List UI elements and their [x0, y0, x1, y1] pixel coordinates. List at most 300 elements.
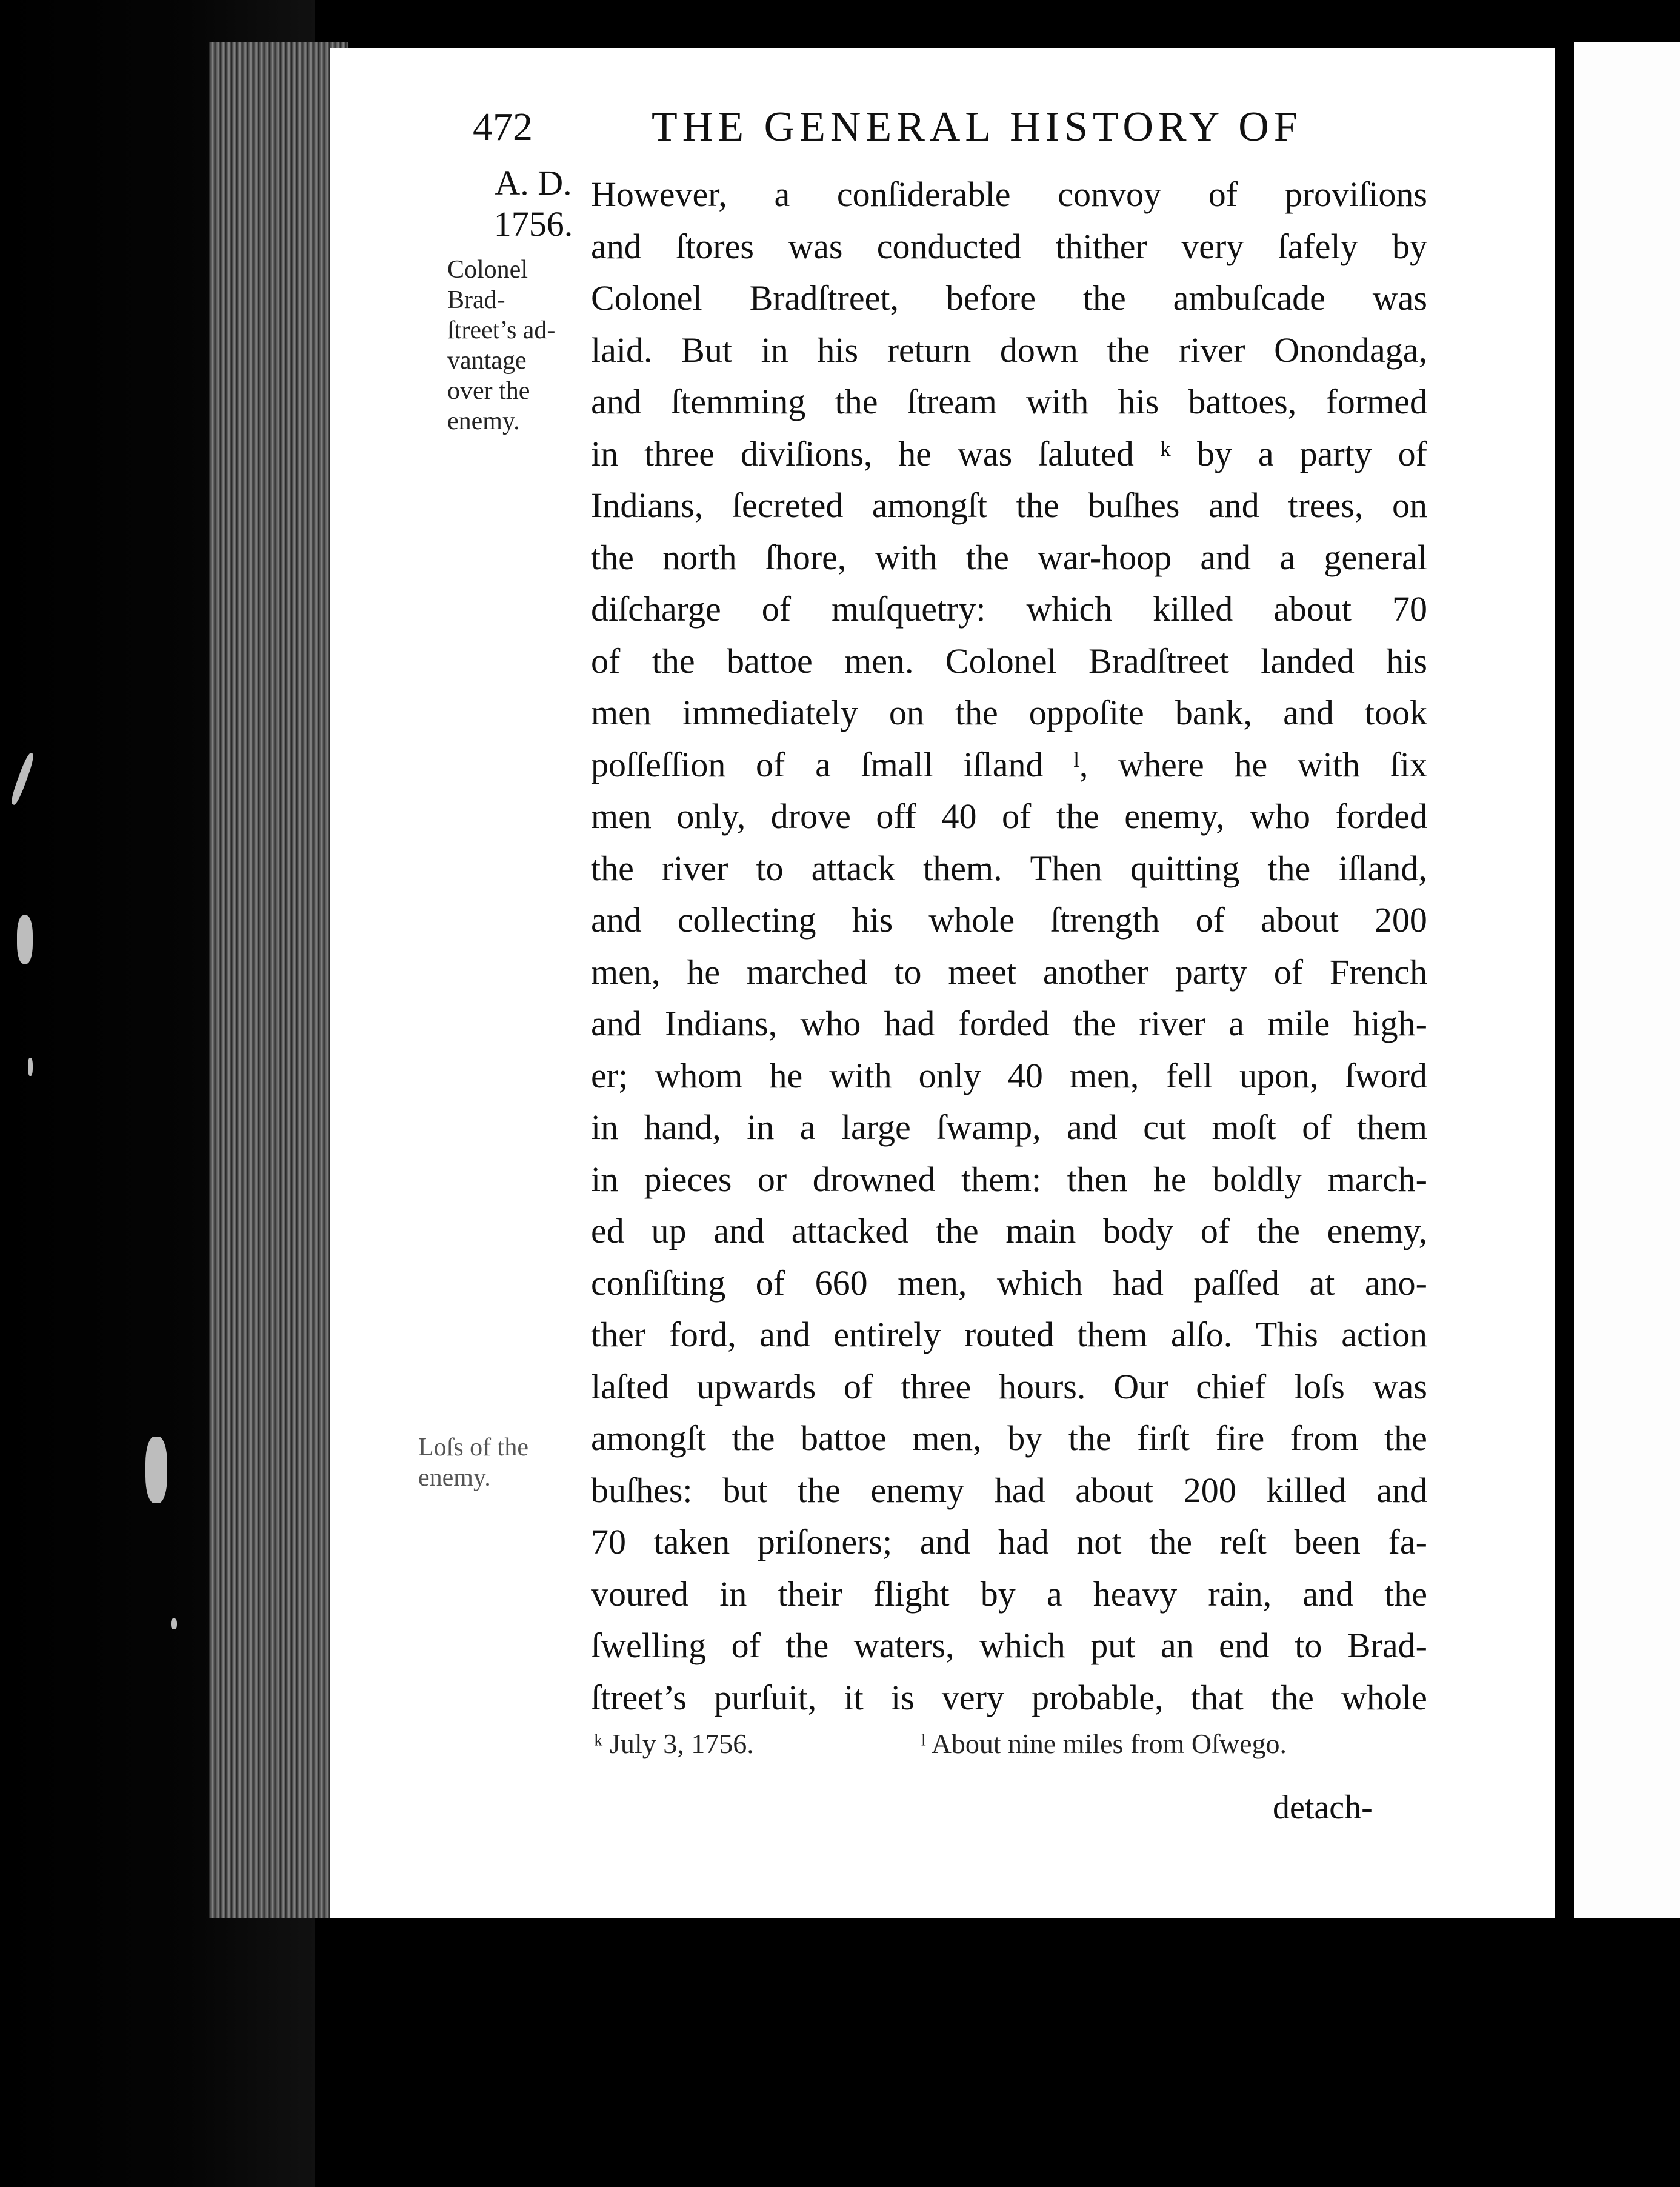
- word: men: [591, 693, 652, 732]
- word: Then: [1030, 848, 1102, 888]
- word: meet: [948, 952, 1017, 992]
- word: paſſed: [1193, 1263, 1280, 1303]
- word: the: [798, 1470, 841, 1510]
- word: in: [591, 1159, 619, 1199]
- word: his: [1118, 382, 1159, 421]
- word: ano-: [1364, 1263, 1427, 1303]
- word: whom: [655, 1055, 743, 1095]
- scan-speck: [17, 915, 33, 964]
- word: a: [1228, 1004, 1244, 1043]
- word: flight: [873, 1574, 950, 1614]
- word: war-hoop: [1038, 537, 1172, 577]
- sidenote-line: Loſs of the: [418, 1434, 528, 1461]
- word: marched: [746, 952, 868, 992]
- word: drove: [770, 796, 851, 836]
- word: to: [894, 952, 922, 992]
- word: Onondaga,: [1274, 330, 1427, 370]
- word: men: [591, 796, 652, 836]
- word: Our: [1113, 1366, 1168, 1406]
- word: buſhes:: [591, 1470, 693, 1510]
- word: collecting: [677, 900, 816, 940]
- word: 70: [1392, 589, 1427, 629]
- word: whole: [928, 900, 1015, 940]
- text-line: [591, 790, 1427, 843]
- margin-year: [479, 162, 588, 245]
- word: a: [1279, 537, 1296, 577]
- word: his: [852, 900, 893, 940]
- word: on: [1392, 486, 1427, 525]
- word: ˡ,: [1073, 744, 1088, 784]
- text-line: [591, 1361, 1427, 1413]
- word: where: [1118, 744, 1204, 784]
- word: body: [1103, 1211, 1174, 1250]
- scan-speck: [171, 1618, 177, 1629]
- word: by: [980, 1574, 1016, 1614]
- word: and: [1200, 537, 1252, 577]
- word: party: [1299, 433, 1372, 473]
- word: which: [979, 1626, 1065, 1665]
- word: he: [769, 1055, 803, 1095]
- word: at: [1309, 1263, 1335, 1303]
- word: of: [844, 1366, 873, 1406]
- word: of: [1195, 900, 1225, 940]
- word: not: [1076, 1522, 1122, 1561]
- word: the: [1068, 1418, 1112, 1458]
- word: ſecreted: [732, 486, 844, 525]
- word: ſaluted: [1038, 433, 1134, 473]
- word: poſſeſſion: [591, 744, 726, 784]
- sidenote-line: vantage: [447, 347, 527, 375]
- word: conſiderable: [836, 175, 1011, 214]
- word: was: [1372, 278, 1427, 318]
- word: before: [945, 278, 1036, 318]
- word: hand,: [644, 1107, 721, 1147]
- word: three: [644, 433, 715, 473]
- sidenote-line: ſtreet’s ad-: [447, 316, 556, 344]
- word: it: [844, 1677, 864, 1717]
- word: loſs: [1294, 1366, 1345, 1406]
- running-head: THE GENERAL HISTORY OF: [652, 104, 1302, 150]
- word: the: [591, 848, 634, 888]
- word: heavy: [1093, 1574, 1178, 1614]
- word: thither: [1055, 226, 1147, 266]
- word: Indians,: [591, 486, 704, 525]
- word: of: [1200, 1211, 1230, 1250]
- word: them: [1077, 1315, 1148, 1354]
- word: about: [1075, 1470, 1154, 1510]
- text-line: [591, 1050, 1427, 1102]
- word: oppoſite: [1028, 693, 1144, 732]
- word: the: [965, 537, 1009, 577]
- word: convoy: [1058, 175, 1161, 214]
- word: enemy: [870, 1470, 965, 1510]
- word: ther: [591, 1315, 646, 1354]
- word: and: [1283, 693, 1334, 732]
- word: the: [1107, 330, 1150, 370]
- word: the: [1257, 1211, 1300, 1250]
- word: drowned: [812, 1159, 936, 1199]
- word: river: [1178, 330, 1245, 370]
- word: put: [1090, 1626, 1136, 1665]
- word: and: [1302, 1574, 1353, 1614]
- word: and: [1067, 1107, 1118, 1147]
- word: of: [755, 1263, 785, 1303]
- word: general: [1324, 537, 1427, 577]
- word: trees,: [1288, 486, 1364, 525]
- word: had: [994, 1470, 1045, 1510]
- word: upon,: [1239, 1055, 1319, 1095]
- word: to: [756, 848, 784, 888]
- word: proviſions: [1284, 175, 1427, 214]
- text-line: [591, 739, 1427, 791]
- word: very: [1181, 226, 1244, 266]
- scan-speck: [145, 1437, 167, 1503]
- word: action: [1341, 1315, 1427, 1354]
- word: the: [652, 641, 695, 681]
- word: Bradſtreet,: [749, 278, 899, 318]
- sidenote-line: over the: [447, 377, 530, 405]
- text-line: [591, 221, 1427, 273]
- word: had: [1113, 1263, 1164, 1303]
- word: iſland,: [1338, 848, 1427, 888]
- word: another: [1042, 952, 1148, 992]
- text-line: [591, 946, 1427, 998]
- word: entirely: [833, 1315, 941, 1354]
- word: amongſt: [872, 486, 988, 525]
- word: his: [817, 330, 859, 370]
- word: in: [747, 1107, 775, 1147]
- word: 40: [1007, 1055, 1043, 1095]
- scan-speck: [28, 1058, 33, 1076]
- text-line: [591, 583, 1427, 635]
- word: or: [757, 1159, 787, 1199]
- word: and: [591, 1004, 642, 1043]
- word: ſwelling: [591, 1626, 707, 1665]
- word: he: [1153, 1159, 1187, 1199]
- word: of: [731, 1626, 761, 1665]
- word: been: [1294, 1522, 1361, 1561]
- word: men.: [844, 641, 914, 681]
- sidenote-line: enemy.: [418, 1464, 491, 1492]
- word: But: [681, 330, 732, 370]
- word: routed: [964, 1315, 1055, 1354]
- year-label: A. D.: [495, 163, 572, 202]
- word: and: [713, 1211, 765, 1250]
- word: battoes,: [1188, 382, 1297, 421]
- word: Colonel: [945, 641, 1057, 681]
- footnote-l: ˡ About nine miles from Oſwego.: [921, 1728, 1287, 1759]
- word: only: [918, 1055, 981, 1095]
- word: who: [1250, 796, 1311, 836]
- word: them.: [923, 848, 1002, 888]
- word: conducted: [876, 226, 1022, 266]
- word: hours.: [998, 1366, 1086, 1406]
- word: battoe: [727, 641, 813, 681]
- word: and: [591, 900, 642, 940]
- word: voured: [591, 1574, 689, 1614]
- text-line: [591, 272, 1427, 324]
- word: he: [1234, 744, 1268, 784]
- word: the: [591, 537, 634, 577]
- word: by: [1007, 1418, 1043, 1458]
- word: 40: [941, 796, 977, 836]
- word: about: [1260, 900, 1339, 940]
- word: north: [662, 537, 737, 577]
- word: then: [1067, 1159, 1128, 1199]
- word: ſix: [1390, 744, 1427, 784]
- word: a: [1258, 433, 1274, 473]
- word: attacked: [791, 1211, 908, 1250]
- word: Bradſtreet: [1088, 641, 1229, 681]
- word: with: [1297, 744, 1361, 784]
- word: ᵏ: [1159, 433, 1172, 473]
- word: ſafely: [1278, 226, 1358, 266]
- word: of: [1302, 1107, 1332, 1147]
- word: the: [785, 1626, 829, 1665]
- word: ford,: [668, 1315, 736, 1354]
- word: only,: [676, 796, 746, 836]
- word: upwards: [696, 1366, 816, 1406]
- word: 70: [591, 1522, 626, 1561]
- word: with: [1026, 382, 1089, 421]
- word: men,: [898, 1263, 967, 1303]
- word: the: [1073, 1004, 1116, 1043]
- word: the: [1082, 278, 1126, 318]
- word: attack: [811, 848, 896, 888]
- sidenote-line: Brad-: [447, 286, 505, 314]
- word: Indians,: [665, 1004, 778, 1043]
- word: that: [1190, 1677, 1244, 1717]
- word: amongſt: [591, 1418, 707, 1458]
- word: immediately: [682, 693, 858, 732]
- word: of: [1002, 796, 1032, 836]
- text-line: [591, 1309, 1427, 1361]
- word: the: [935, 1211, 979, 1250]
- word: his: [1386, 641, 1427, 681]
- word: fa-: [1388, 1522, 1427, 1561]
- text-line: [591, 1516, 1427, 1568]
- word: off: [876, 796, 916, 836]
- word: by: [1197, 433, 1233, 473]
- word: 200: [1374, 900, 1427, 940]
- word: in: [591, 433, 619, 473]
- text-line: [591, 169, 1427, 221]
- text-line: [591, 1464, 1427, 1517]
- word: was: [1372, 1366, 1427, 1406]
- word: diviſions,: [740, 433, 873, 473]
- body-text: [591, 169, 1427, 1723]
- text-line: [591, 1205, 1427, 1257]
- word: was: [957, 433, 1013, 473]
- word: by: [1392, 226, 1427, 266]
- text-line: [591, 843, 1427, 895]
- word: on: [888, 693, 924, 732]
- word: was: [788, 226, 843, 266]
- text-line: [591, 998, 1427, 1050]
- word: the: [1149, 1522, 1192, 1561]
- page-number: 472: [473, 105, 533, 149]
- text-line: [591, 479, 1427, 532]
- word: ſtrength: [1050, 900, 1160, 940]
- word: battoe: [801, 1418, 887, 1458]
- word: ſtemming: [671, 382, 806, 421]
- text-line: [591, 1412, 1427, 1464]
- word: which: [996, 1263, 1083, 1303]
- word: in: [591, 1107, 619, 1147]
- word: Brad-: [1347, 1626, 1427, 1665]
- book-page-edges: [209, 42, 348, 1918]
- word: had: [884, 1004, 935, 1043]
- word: rain,: [1208, 1574, 1272, 1614]
- word: return: [887, 330, 972, 370]
- facing-page: [1574, 42, 1680, 1918]
- word: ſtores: [676, 226, 754, 266]
- text-line: [591, 894, 1427, 946]
- word: moſt: [1212, 1107, 1276, 1147]
- word: ſword: [1345, 1055, 1427, 1095]
- word: killed: [1153, 589, 1233, 629]
- word: three: [901, 1366, 972, 1406]
- word: chief: [1196, 1366, 1267, 1406]
- word: ſhore,: [765, 537, 847, 577]
- word: them: [1356, 1107, 1427, 1147]
- sidenote-bradstreet-advantage: [447, 255, 555, 436]
- word: probable,: [1032, 1677, 1164, 1717]
- word: Colonel: [591, 278, 702, 318]
- word: about: [1273, 589, 1352, 629]
- word: had: [998, 1522, 1049, 1561]
- word: the: [835, 382, 878, 421]
- word: mile: [1267, 1004, 1330, 1043]
- word: in: [761, 330, 788, 370]
- text-line: [591, 1101, 1427, 1154]
- word: muſquetry:: [831, 589, 986, 629]
- word: cut: [1143, 1107, 1187, 1147]
- word: 200: [1183, 1470, 1236, 1510]
- word: enemy,: [1124, 796, 1225, 836]
- word: a: [1046, 1574, 1062, 1614]
- word: river: [661, 848, 728, 888]
- word: ed: [591, 1211, 624, 1250]
- year-value: 1756.: [493, 204, 573, 244]
- word: and: [1376, 1470, 1427, 1510]
- word: an: [1160, 1626, 1194, 1665]
- text-line: [591, 1672, 1427, 1724]
- word: conſiſting: [591, 1263, 726, 1303]
- word: of: [1273, 952, 1304, 992]
- word: with: [875, 537, 938, 577]
- word: purſuit,: [714, 1677, 817, 1717]
- word: in: [719, 1574, 747, 1614]
- word: who: [800, 1004, 861, 1043]
- word: of: [1208, 175, 1238, 214]
- text-line: [591, 428, 1427, 480]
- word: to: [1295, 1626, 1322, 1665]
- word: party: [1175, 952, 1247, 992]
- word: firſt: [1137, 1418, 1190, 1458]
- word: ambuſcade: [1173, 278, 1325, 318]
- word: quitting: [1130, 848, 1240, 888]
- text-line: [591, 376, 1427, 428]
- word: and: [759, 1315, 810, 1354]
- word: the: [1267, 848, 1311, 888]
- word: with: [829, 1055, 892, 1095]
- word: landed: [1261, 641, 1355, 681]
- word: their: [778, 1574, 842, 1614]
- word: of: [591, 641, 621, 681]
- word: pieces: [644, 1159, 732, 1199]
- word: a: [774, 175, 790, 214]
- word: ſtreet’s: [591, 1677, 687, 1717]
- word: river: [1139, 1004, 1205, 1043]
- word: the: [1384, 1574, 1427, 1614]
- word: them:: [961, 1159, 1042, 1199]
- word: and: [1208, 486, 1259, 525]
- word: the: [732, 1418, 775, 1458]
- word: forded: [958, 1004, 1050, 1043]
- word: of: [756, 744, 785, 784]
- word: the: [1271, 1677, 1314, 1717]
- word: is: [890, 1677, 915, 1717]
- word: er;: [591, 1055, 628, 1095]
- word: but: [722, 1470, 768, 1510]
- word: the: [1056, 796, 1099, 836]
- sidenote-line: Colonel: [447, 256, 528, 284]
- text-line: [591, 324, 1427, 376]
- word: men,: [912, 1418, 982, 1458]
- text-line: [591, 687, 1427, 739]
- word: This: [1255, 1315, 1318, 1354]
- text-line: [591, 1620, 1427, 1672]
- catchword: detach-: [1273, 1789, 1373, 1826]
- text-line: [591, 1257, 1427, 1309]
- word: took: [1364, 693, 1427, 732]
- sidenote-line: enemy.: [447, 407, 520, 435]
- word: men,: [591, 952, 661, 992]
- word: he: [687, 952, 720, 992]
- word: whole: [1341, 1677, 1427, 1717]
- word: from: [1290, 1418, 1359, 1458]
- word: French: [1329, 952, 1427, 992]
- word: iſland: [963, 744, 1044, 784]
- book-gutter: [1555, 36, 1574, 1928]
- word: boldly: [1212, 1159, 1302, 1199]
- word: 660: [815, 1263, 868, 1303]
- word: fell: [1165, 1055, 1213, 1095]
- word: alſo.: [1170, 1315, 1233, 1354]
- word: forded: [1335, 796, 1427, 836]
- word: and: [591, 382, 642, 421]
- word: which: [1026, 589, 1113, 629]
- word: a: [815, 744, 831, 784]
- word: large: [841, 1107, 911, 1147]
- word: priſoners;: [757, 1522, 893, 1561]
- word: reſt: [1219, 1522, 1267, 1561]
- word: very: [941, 1677, 1004, 1717]
- word: high-: [1353, 1004, 1427, 1043]
- word: fire: [1215, 1418, 1265, 1458]
- word: and: [919, 1522, 971, 1561]
- word: main: [1005, 1211, 1076, 1250]
- word: ſmall: [861, 744, 933, 784]
- word: laſted: [591, 1366, 669, 1406]
- word: However,: [591, 175, 727, 214]
- word: formed: [1325, 382, 1427, 421]
- text-line: [591, 532, 1427, 584]
- scan-speck: [9, 752, 36, 806]
- word: ſwamp,: [936, 1107, 1041, 1147]
- footnote-k: ᵏ July 3, 1756.: [594, 1728, 754, 1759]
